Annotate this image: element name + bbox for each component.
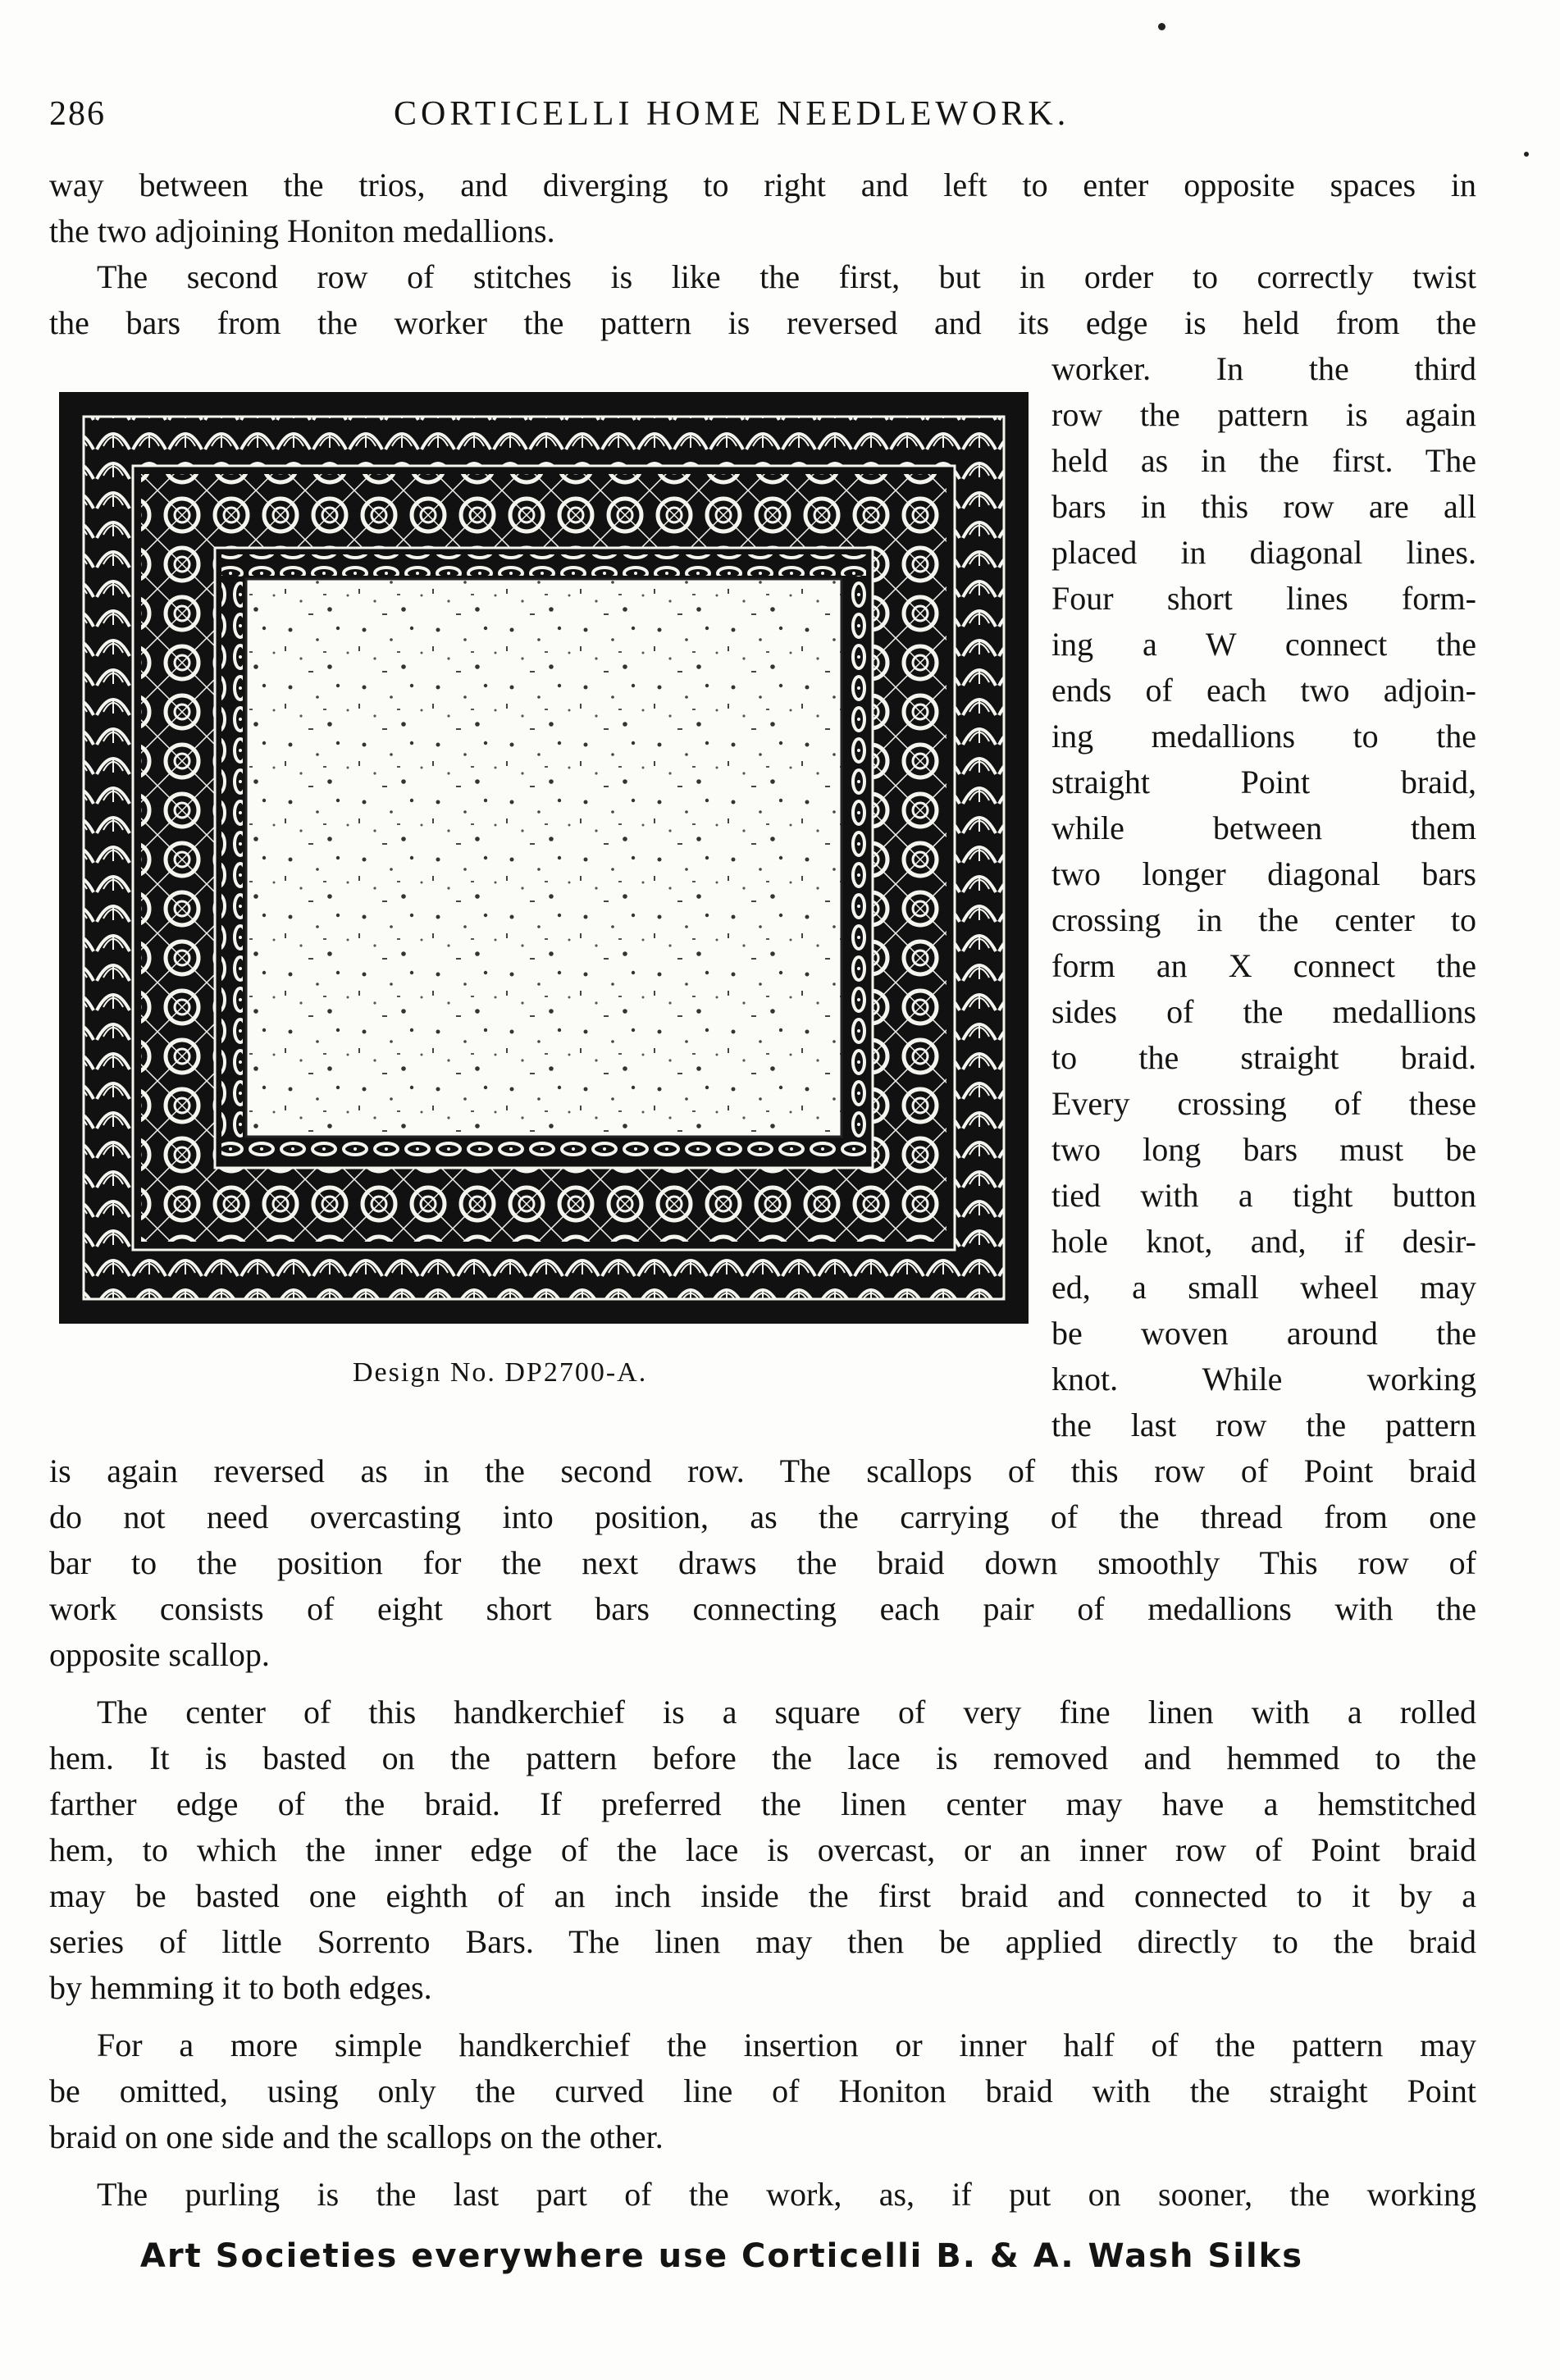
- text-line: bars in this row are all: [1051, 488, 1476, 525]
- text-line: way between the trios, and diverging to right and left to enter opposite spaces in: [49, 166, 1476, 203]
- text-line: tied with a tight button: [1051, 1177, 1476, 1214]
- text-line: by hemming it to both edges.: [49, 1969, 432, 2006]
- text-line: knot. While working: [1051, 1361, 1476, 1397]
- text-line: sides of the medallions: [1051, 993, 1476, 1030]
- text-line: held as in the first. The: [1051, 442, 1476, 479]
- text-line: to the straight braid.: [1051, 1039, 1476, 1076]
- text-line: hole knot, and, if desir-: [1051, 1223, 1476, 1260]
- page-number: 286: [49, 95, 106, 133]
- text-line: the two adjoining Honiton medallions.: [49, 212, 555, 249]
- text-line: For a more simple handkerchief the insertion or inner half of the pattern may: [97, 2027, 1476, 2063]
- text-line: farther edge of the braid. If preferred the linen center may have a hemstitched: [49, 1785, 1476, 1822]
- text-line: may be basted one eighth of an inch inside the first braid and connected to it by a: [49, 1877, 1476, 1914]
- print-speck: [1524, 152, 1529, 157]
- text-line: ing a W connect the: [1051, 626, 1476, 663]
- text-line: be woven around the: [1051, 1315, 1476, 1352]
- text-line: hem, to which the inner edge of the lace is overcast, or an inner row of Point braid: [49, 1831, 1476, 1868]
- text-line: two long bars must be: [1051, 1131, 1476, 1168]
- text-line: crossing in the center to: [1051, 901, 1476, 938]
- lace-illustration: [59, 392, 1029, 1324]
- text-line: The second row of stitches is like the first, but in order to correctly twist: [97, 258, 1476, 295]
- figure-caption: Design No. DP2700-A.: [353, 1357, 648, 1388]
- text-line: the last row the pattern: [1051, 1407, 1476, 1443]
- footer-advertisement: Art Societies everywhere use Corticelli B. & A. Wash Silks: [139, 2237, 1304, 2275]
- text-line: Four short lines form-: [1051, 580, 1476, 617]
- text-line: braid on one side and the scallops on the other.: [49, 2118, 664, 2155]
- text-line: The center of this handkerchief is a square of very fine linen with a rolled: [97, 1694, 1476, 1730]
- text-line: two longer diagonal bars: [1051, 855, 1476, 892]
- running-title: CORTICELLI HOME NEEDLEWORK.: [394, 95, 1070, 133]
- text-line: do not need overcasting into position, as the carrying of the thread from one: [49, 1498, 1476, 1535]
- text-line: form an X connect the: [1051, 947, 1476, 984]
- book-page: [49, 0, 1476, 2380]
- text-line: ends of each two adjoin-: [1051, 672, 1476, 709]
- text-line: ed, a small wheel may: [1051, 1269, 1476, 1306]
- text-line: opposite scallop.: [49, 1636, 270, 1673]
- text-line: worker. In the third: [1051, 350, 1476, 387]
- text-line: is again reversed as in the second row. The scallops of this row of Point braid: [49, 1452, 1476, 1489]
- text-line: work consists of eight short bars connecting each pair of medallions with the: [49, 1590, 1476, 1627]
- lace-handkerchief-figure: [59, 392, 1029, 1324]
- text-line: placed in diagonal lines.: [1051, 534, 1476, 571]
- text-line: ing medallions to the: [1051, 718, 1476, 755]
- text-line: bar to the position for the next draws the braid down smoothly This row of: [49, 1544, 1476, 1581]
- text-line: while between them: [1051, 809, 1476, 846]
- text-line: series of little Sorrento Bars. The linen may then be applied directly to the braid: [49, 1923, 1476, 1960]
- text-line: be omitted, using only the curved line of Honiton braid with the straight Point: [49, 2072, 1476, 2109]
- text-line: hem. It is basted on the pattern before the lace is removed and hemmed to the: [49, 1739, 1476, 1776]
- text-line: straight Point braid,: [1051, 764, 1476, 800]
- text-line: row the pattern is again: [1051, 396, 1476, 433]
- text-line: The purling is the last part of the work, as, if put on sooner, the working: [97, 2176, 1476, 2213]
- page-header: [49, 94, 1476, 144]
- text-line: Every crossing of these: [1051, 1085, 1476, 1122]
- text-line: the bars from the worker the pattern is reversed and its edge is held from the: [49, 304, 1476, 341]
